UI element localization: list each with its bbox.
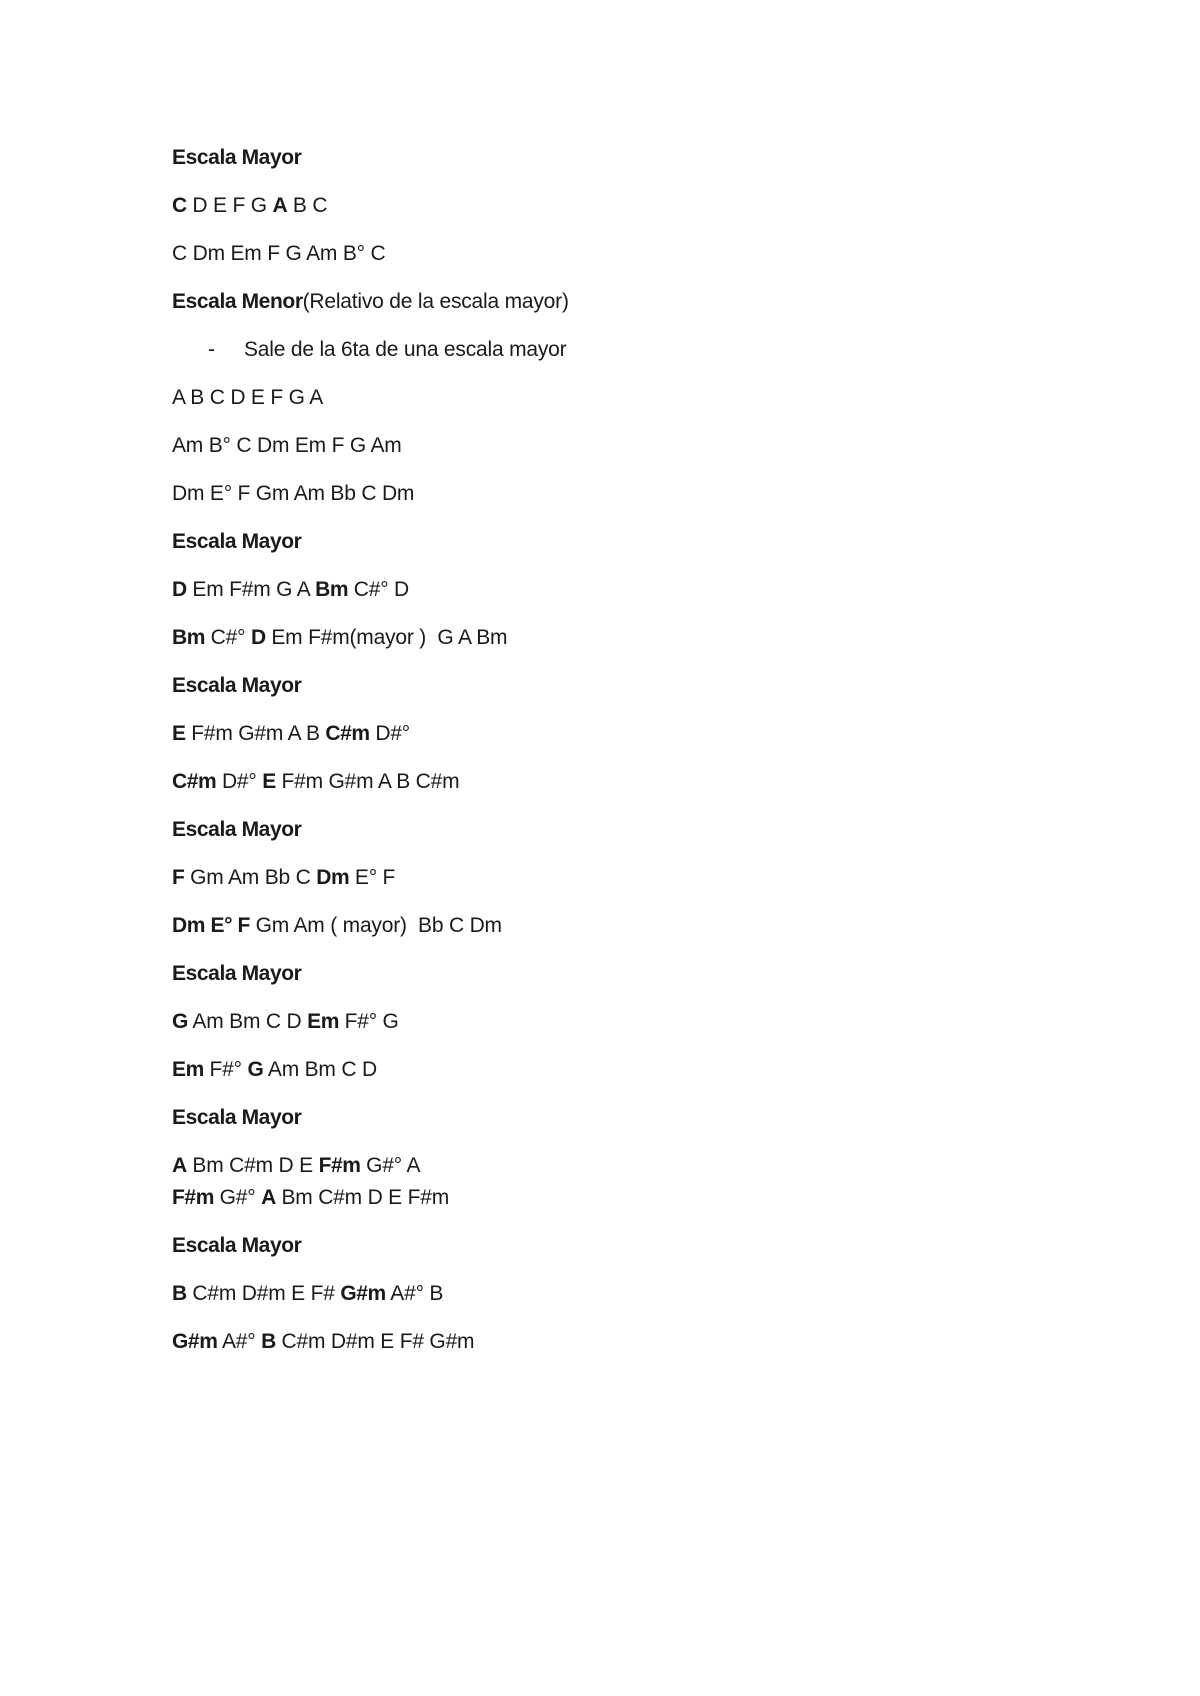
scale-chords-e: E F#m G#m A B C#m D#° <box>172 722 410 745</box>
scale-chords-c-sharp-minor: C#m D#° E F#m G#m A B C#m <box>172 770 460 793</box>
document-content <box>172 142 1072 1374</box>
heading-escala-mayor-e: Escala Mayor <box>172 674 302 697</box>
scale-chords-d-minor-relative: Dm E° F Gm Am ( mayor) Bb C Dm <box>172 914 502 937</box>
heading-escala-mayor-b: Escala Mayor <box>172 1234 302 1257</box>
heading-escala-mayor-f: Escala Mayor <box>172 818 302 841</box>
scale-notes-c: C D E F G A B C <box>172 194 328 217</box>
bullet-dash: - <box>208 338 215 361</box>
bullet-item: - Sale de la 6ta de una escala mayor <box>172 334 1072 366</box>
scale-chords-a-minor: Am B° C Dm Em F G Am <box>172 434 402 457</box>
heading-escala-mayor-g: Escala Mayor <box>172 962 302 985</box>
scale-chords-a: A Bm C#m D E F#m G#° A <box>172 1154 421 1177</box>
heading-escala-mayor-d: Escala Mayor <box>172 530 302 553</box>
scale-chords-b-minor: Bm C#° D Em F#m(mayor ) G A Bm <box>172 626 508 649</box>
scale-chords-b: B C#m D#m E F# G#m A#° B <box>172 1282 444 1305</box>
scale-chords-e-minor: Em F#° G Am Bm C D <box>172 1058 377 1081</box>
scale-chords-d-minor: Dm E° F Gm Am Bb C Dm <box>172 482 415 505</box>
heading-escala-mayor-c: Escala Mayor <box>172 146 302 169</box>
scale-chords-d: D Em F#m G A Bm C#° D <box>172 578 409 601</box>
scale-notes-a-minor: A B C D E F G A <box>172 386 324 409</box>
scale-chords-f-sharp-minor: F#m G#° A Bm C#m D E F#m <box>172 1186 450 1209</box>
heading-escala-mayor-a: Escala Mayor <box>172 1106 302 1129</box>
heading-escala-menor: Escala Menor(Relativo de la escala mayor) <box>172 290 569 313</box>
scale-chords-g-sharp-minor: G#m A#° B C#m D#m E F# G#m <box>172 1330 475 1353</box>
scale-chords-f: F Gm Am Bb C Dm E° F <box>172 866 396 889</box>
scale-chords-g: G Am Bm C D Em F#° G <box>172 1010 399 1033</box>
scale-chords-c: C Dm Em F G Am B° C <box>172 242 386 265</box>
